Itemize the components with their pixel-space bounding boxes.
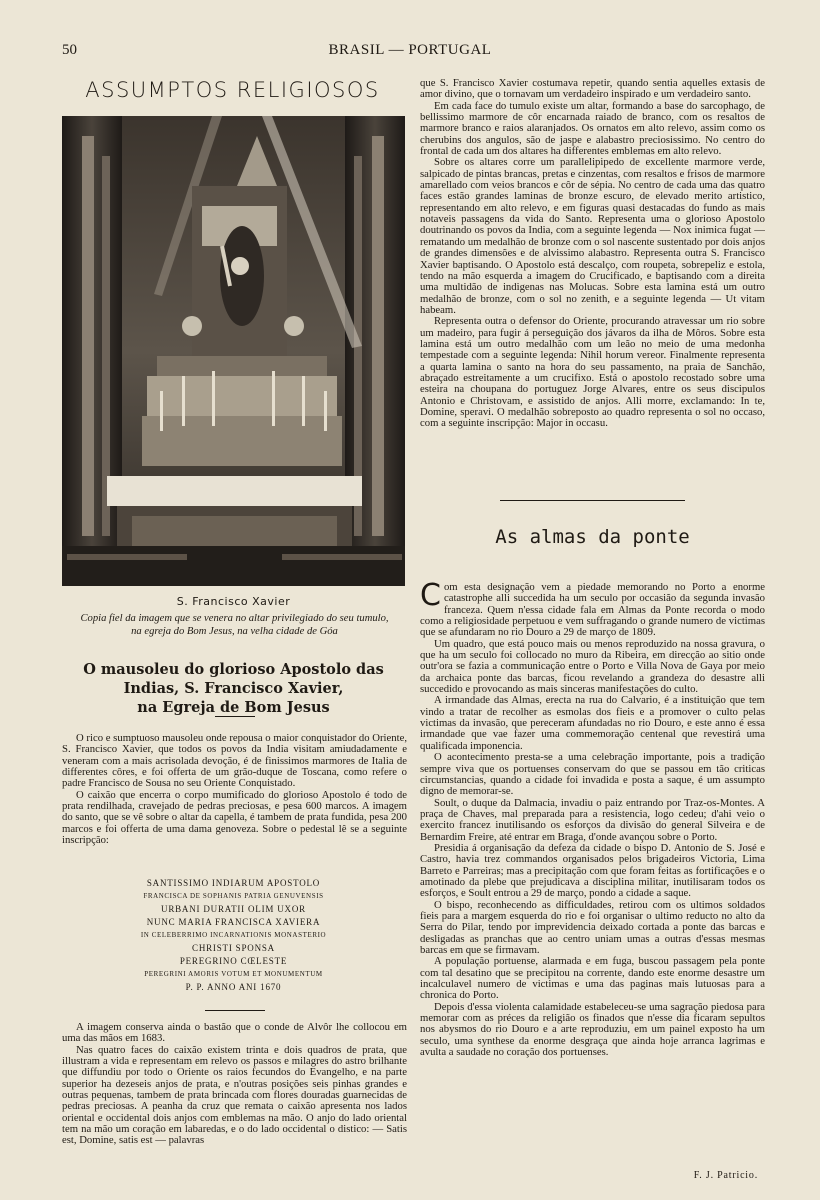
article1-continuation — [420, 78, 765, 430]
paragraph: Nas quatro faces do caixão existem trinta e dois quadros de prata, que illustram a vida e representam em relevo os passos e milagres do astro brilhante que diffundiu por todo o Oriente os raios fecundos do Evangelho, e na parte superior ha dezeseis anjos de prata, e n'outras posições seis pinhas grandes e outras pequenas, tambem de prata brincada com flores douradas guarnecidas de pedras preciosas. A peanha da cruz que remata o caixão apresenta nos lados oriental e occidental dois anjos com emblemas na mão. O anjo do lado oriental tem na mão um coração em labaredas, e o do lado occidental o distico: — Satis est, Domine, satis est — palavras — [62, 1043, 407, 1147]
inscription-line: PEREGRINI AMORIS VOTUM ET MONUMENTUM — [144, 970, 323, 978]
paragraph: Em cada face do tumulo existe um altar, formando a base do sarcophago, de bellissimo marmore de côr encarnada raiado de branco, com os resaltos de marmore branco e raios alaranjados. Os ornatos em alto relevo, assim como os cherubins dos angulos, são de jaspe e alabastro preciosissimo. No centro do frontal de cada um dos altares ha differentes emblemas em alto relevo. — [420, 99, 765, 158]
paragraph: O acontecimento presta-se a uma celebração importante, pois a tradição sempre viva que os portuenses conservam do que se passou em tão criticas circumstancias, quando a cidade foi invadida e posta a saque, é um assumpto digno de memorar-se. — [420, 751, 765, 798]
paragraph: O bispo, reconhecendo as difficuldades, retirou com os ultimos soldados fieis para a margem esquerda do rio e foi organisar o ultimo reducto no alto da Serra do Pilar, tendo por imprevidencia deixado cortada a ponte das barcas e desligadas as pranchas que ao centro uniam umas a outras d'essas mesmas barcas em que se firmavam. — [420, 898, 765, 956]
dropcap: C — [420, 578, 441, 613]
paragraph: que S. Francisco Xavier costumava repetir, quando sentia aquelles extasis de amor divino, que o tornavam um verdadeiro inspirado e um verdadeiro santo. — [420, 77, 765, 101]
article2-title: As almas da ponte — [495, 526, 690, 548]
altar-illustration — [62, 116, 405, 586]
section-rule — [500, 500, 685, 501]
altar-photograph — [62, 116, 405, 586]
figure-caption: Copia fiel da imagem que se venera no altar privilegiado do seu tumulo, na egreja do Bom Jesus, na velha cidade de Góa — [80, 613, 389, 637]
article1-body — [62, 1022, 407, 1147]
section-title: ASSUMPTOS RELIGIOSOS — [85, 78, 380, 102]
figure-name: S. Francisco Xavier — [176, 595, 291, 608]
paragraph: Representa outra o defensor do Oriente, procurando atravessar um rio sobre um madeiro, para fugir á perseguição dos jávaros da ilha de Môros. Sobre esta lamina está um outro medalhão com um leão no meio de uma medonha tempestade com a seguinte legenda: Nihil horum vereor. Finalmente representa a quarta lamina o santo na hora do seu passamento, na praia de Sanchão, abraçado estreitamente a um crucifixo. Está o apostolo recostado sobre uma esteira na choupana do portuguez Jorge Alvares, entre os seus discipulos Antonio e Christovam, e assistido de anjos. Alli morre, exclamando: In te, Domine, speravi. O medalhão sobreposto ao quadro representa o sol no occaso, com a seguinte inscripção: Major in occasu. — [420, 315, 765, 430]
paragraph: A imagem conserva ainda o bastão que o conde de Alvôr lhe collocou em uma das mãos em 1683. — [62, 1021, 407, 1045]
inscription-line: SANTISSIMO INDIARUM APOSTOLO — [146, 878, 321, 888]
paragraph: Soult, o duque da Dalmacia, invadiu o paiz entrando por Traz-os-Montes. A praça de Chaves, mal preparada para a resistencia, logo cedeu; d'ahi veio o exercito francez inutilisando os esforços da divisão do general Silveira e de Bernardim Freire, até entrar em Braga, d'onde avançou sobre o Porto. — [420, 796, 765, 843]
paragraph: O caixão que encerra o corpo mumificado do glorioso Apostolo é todo de prata rendilhada, cravejado de pedras preciosas, e pesa 600 marcos. A imagem do santo, que se vê sobre o altar da capella, é tambem de prata fundida, pesa 200 marcos e foi offerta de uma dama genoveza. Sobre o pedestal lê se a seguinte inscripção: — [62, 788, 407, 847]
author-signature: F. J. Patricio. — [693, 1170, 758, 1181]
inscription-line: URBANI DURATII OLIM UXOR — [161, 904, 306, 914]
inscription-line: NUNC MARIA FRANCISCA XAVIERA — [146, 917, 321, 927]
article-title-line2: na Egreja de Bom Jesus — [137, 699, 330, 716]
article1-intro — [62, 733, 407, 846]
article-title — [62, 660, 405, 717]
article-title-line1: O mausoleu do glorioso Apostolo das Indias, S. Francisco Xavier, — [83, 661, 384, 697]
inscription-line: P. P. ANNO ANI 1670 — [185, 982, 282, 992]
inscription-rule — [205, 1010, 265, 1011]
inscription — [62, 877, 405, 994]
paragraph: Sobre os altares corre um parallelipipedo de excellente marmore verde, salpicado de pintas brancas, pretas e cinzentas, com resaltos e frisos de marmore amarellado com veios brancos e côr de sépia. No centro de cada uma das quatro faces estão grandes laminas de bronze escuro, de elevado merito artistico, representando em alto relevo, e em figuras quasi destacadas do fundo as mais notaveis passagens da vida do Santo. Representa uma o glorioso Apostolo doutrinando os povos da India, com a seguinte legenda — Nox inimica fugat — rematando um medalhão de bronze com o sol nascente sustentado por dois anjos de grandes dimensões e de alvissimo alabastro. Representa outra S. Francisco Xavier baptisando. O Apostolo está descalço, com roupeta, sobrepeliz e estola, tendo na mão esquerda a imagem do Crucificado, e baptisando com a direita uma multidão de indigenas nas Molucas. Sobre esta lamina está um outro medalhão de bronze, com o sol no zenith, e a seguinte legenda — Ut vitam habeam. — [420, 156, 765, 316]
inscription-line: PEREGRINO CŒLESTE — [179, 956, 288, 966]
paragraph: O rico e sumptuoso mausoleu onde repousa o maior conquistador do Oriente, S. Francisco Xavier, que todos os povos da India visitam amiudadamente e veneram com a mais acrisolada devoção, é de finissimos marmores de Italia de differentes côres, e foi offerta de um grão-duque de Toscana, como refere o padre Francisco de Sousa no seu Oriente Conquistado. — [62, 732, 407, 790]
page-number: 50 — [62, 42, 77, 58]
paragraph: A população portuense, alarmada e em fuga, buscou passagem pela ponte com tal desatino que se precipitou na corrente, dando este enorme desastre um incalculavel numero de victimas e uma das paginas mais lutuosas para a chronica do Porto. — [420, 955, 765, 1002]
paragraph: Um quadro, que está pouco mais ou menos reproduzido na nossa gravura, o que ha um seculo foi collocado no muro da Ribeira, em direcção ao sitio onde outr'ora se fazia a communicação entre o Porto e Villa Nova de Gaya por meio da archaica ponte das barcas, ficou revelando a grandeza do desastre alli succedido e provocando as mais sinceras manifestações do culto. — [420, 637, 765, 696]
title-rule — [215, 716, 255, 717]
paragraph: Depois d'essa violenta calamidade estabeleceu-se uma sagração piedosa para memorar com as préces da religião os finados que n'esse dia ficaram sepultos nos abysmos do rio Douro e a arte reproduziu, em um painel exposto ha um seculo, uma synthese da enorme desgraça que ainda hoje arranca lagrimas e avulta a saudade no coração dos portuenses. — [420, 1000, 765, 1059]
paragraph: A irmandade das Almas, erecta na rua do Calvario, é a instituição que tem vindo a tratar de recolher as esmolas dos fieis e a promover o culto pelas victimas da invasão, que pereceram afundadas no rio Douro, e este anno é essa irmandade que vae fazer uma commemoração centenal que revestirá uma qualificada imponencia. — [420, 694, 765, 752]
paragraph: Presidia á organisação da defeza da cidade o bispo D. Antonio de S. José e Castro, havia trez commandos organisados pelos brigadeiros Victoria, Lima Barreto e Parreiras; mas a precipitação com que foram feitas as fortificações e o amotinado da plebe que prejudicava a disciplina militar, inutilisaram todos os esforços, e Soult entrou a 29 de março, pondo a cidade a saque. — [420, 841, 765, 900]
paragraph: om esta designação vem a piedade memorando no Porto a enorme catastrophe alli succedida ha um seculo por occasião da segunda invasão franceza. Quem n'essa cidade fala em Almas da Ponte recorda o modo como a religiosidade perpetuou e vem suffragando o grande numero de victimas que se afundaram no rio Douro a 29 de março de 1809. — [420, 581, 765, 639]
article2-body — [420, 578, 765, 1059]
inscription-line: FRANCISCA DE SOPHANIS PATRIA GENUVENSIS — [143, 892, 324, 900]
running-head: BRASIL — PORTUGAL — [328, 42, 492, 58]
inscription-line: CHRISTI SPONSA — [192, 943, 275, 953]
inscription-line: IN CELEBERRIMO INCARNATIONIS MONASTERIO — [140, 931, 327, 939]
